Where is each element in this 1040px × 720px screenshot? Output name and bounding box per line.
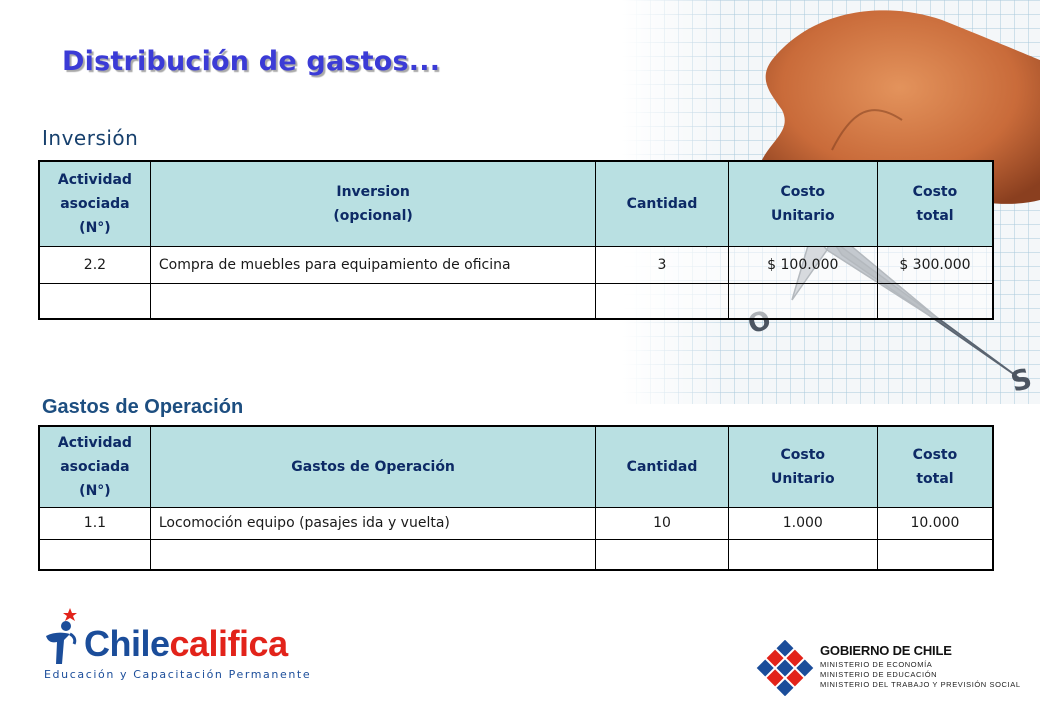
header-costo-total: Costo total — [877, 426, 993, 507]
chilecalifica-wordmark: Chilecalifica — [84, 623, 288, 664]
header-costo-unitario: Costo Unitario — [728, 161, 877, 246]
cell-empty — [596, 539, 728, 570]
header-costo-total: Costo total — [877, 161, 993, 246]
operacion-table — [38, 425, 994, 571]
header-costo-unitario: Costo Unitario — [728, 426, 877, 507]
chilecalifica-tagline: Educación y Capacitación Permanente — [44, 668, 312, 681]
slide-title: Distribución de gastos... — [62, 46, 441, 77]
cell-costo-total: 10.000 — [877, 507, 993, 539]
cell-empty — [877, 283, 993, 319]
cell-descripcion: Locomoción equipo (pasajes ida y vuelta) — [150, 507, 595, 539]
header-actividad: Actividad asociada (N°) — [39, 161, 150, 246]
header-actividad: Actividad asociada (N°) — [39, 426, 150, 507]
chilecalifica-figure-icon — [40, 606, 84, 668]
table-row-empty — [39, 283, 993, 319]
section-heading-inversion: Inversión — [42, 126, 139, 150]
ministry-line: MINISTERIO DE EDUCACIÓN — [820, 670, 938, 679]
cell-cantidad: 3 — [596, 246, 728, 283]
cell-descripcion: Compra de muebles para equipamiento de oficina — [150, 246, 595, 283]
gobierno-mosaic-icon — [756, 640, 814, 696]
table-row-empty — [39, 539, 993, 570]
table-header-row — [39, 161, 993, 246]
header-gastos-operacion: Gastos de Operación — [150, 426, 595, 507]
header-cantidad: Cantidad — [596, 161, 728, 246]
ministry-line: MINISTERIO DE ECONOMÍA — [820, 660, 933, 669]
cell-cantidad: 10 — [596, 507, 728, 539]
gobierno-de-chile-logo — [756, 638, 1026, 698]
section-heading-operacion: Gastos de Operación — [42, 396, 244, 418]
cell-empty — [728, 539, 877, 570]
gobierno-name: GOBIERNO DE CHILE — [820, 643, 952, 658]
ministry-list — [820, 660, 1021, 690]
ministry-line: MINISTERIO DEL TRABAJO Y PREVISIÓN SOCIAL — [820, 680, 1021, 689]
cell-actividad: 1.1 — [39, 507, 150, 539]
cell-empty — [596, 283, 728, 319]
cell-empty — [728, 283, 877, 319]
inversion-table — [38, 160, 994, 320]
cell-empty — [150, 283, 595, 319]
cell-empty — [39, 539, 150, 570]
header-cantidad: Cantidad — [596, 426, 728, 507]
cell-costo-total: $ 300.000 — [877, 246, 993, 283]
cell-actividad: 2.2 — [39, 246, 150, 283]
cell-costo-unitario: $ 100.000 — [728, 246, 877, 283]
cell-empty — [877, 539, 993, 570]
cell-costo-unitario: 1.000 — [728, 507, 877, 539]
table-row — [39, 246, 993, 283]
table-header-row — [39, 426, 993, 507]
cell-empty — [150, 539, 595, 570]
table-row — [39, 507, 993, 539]
cell-empty — [39, 283, 150, 319]
chilecalifica-logo — [40, 604, 320, 684]
header-inversion: Inversion (opcional) — [150, 161, 595, 246]
